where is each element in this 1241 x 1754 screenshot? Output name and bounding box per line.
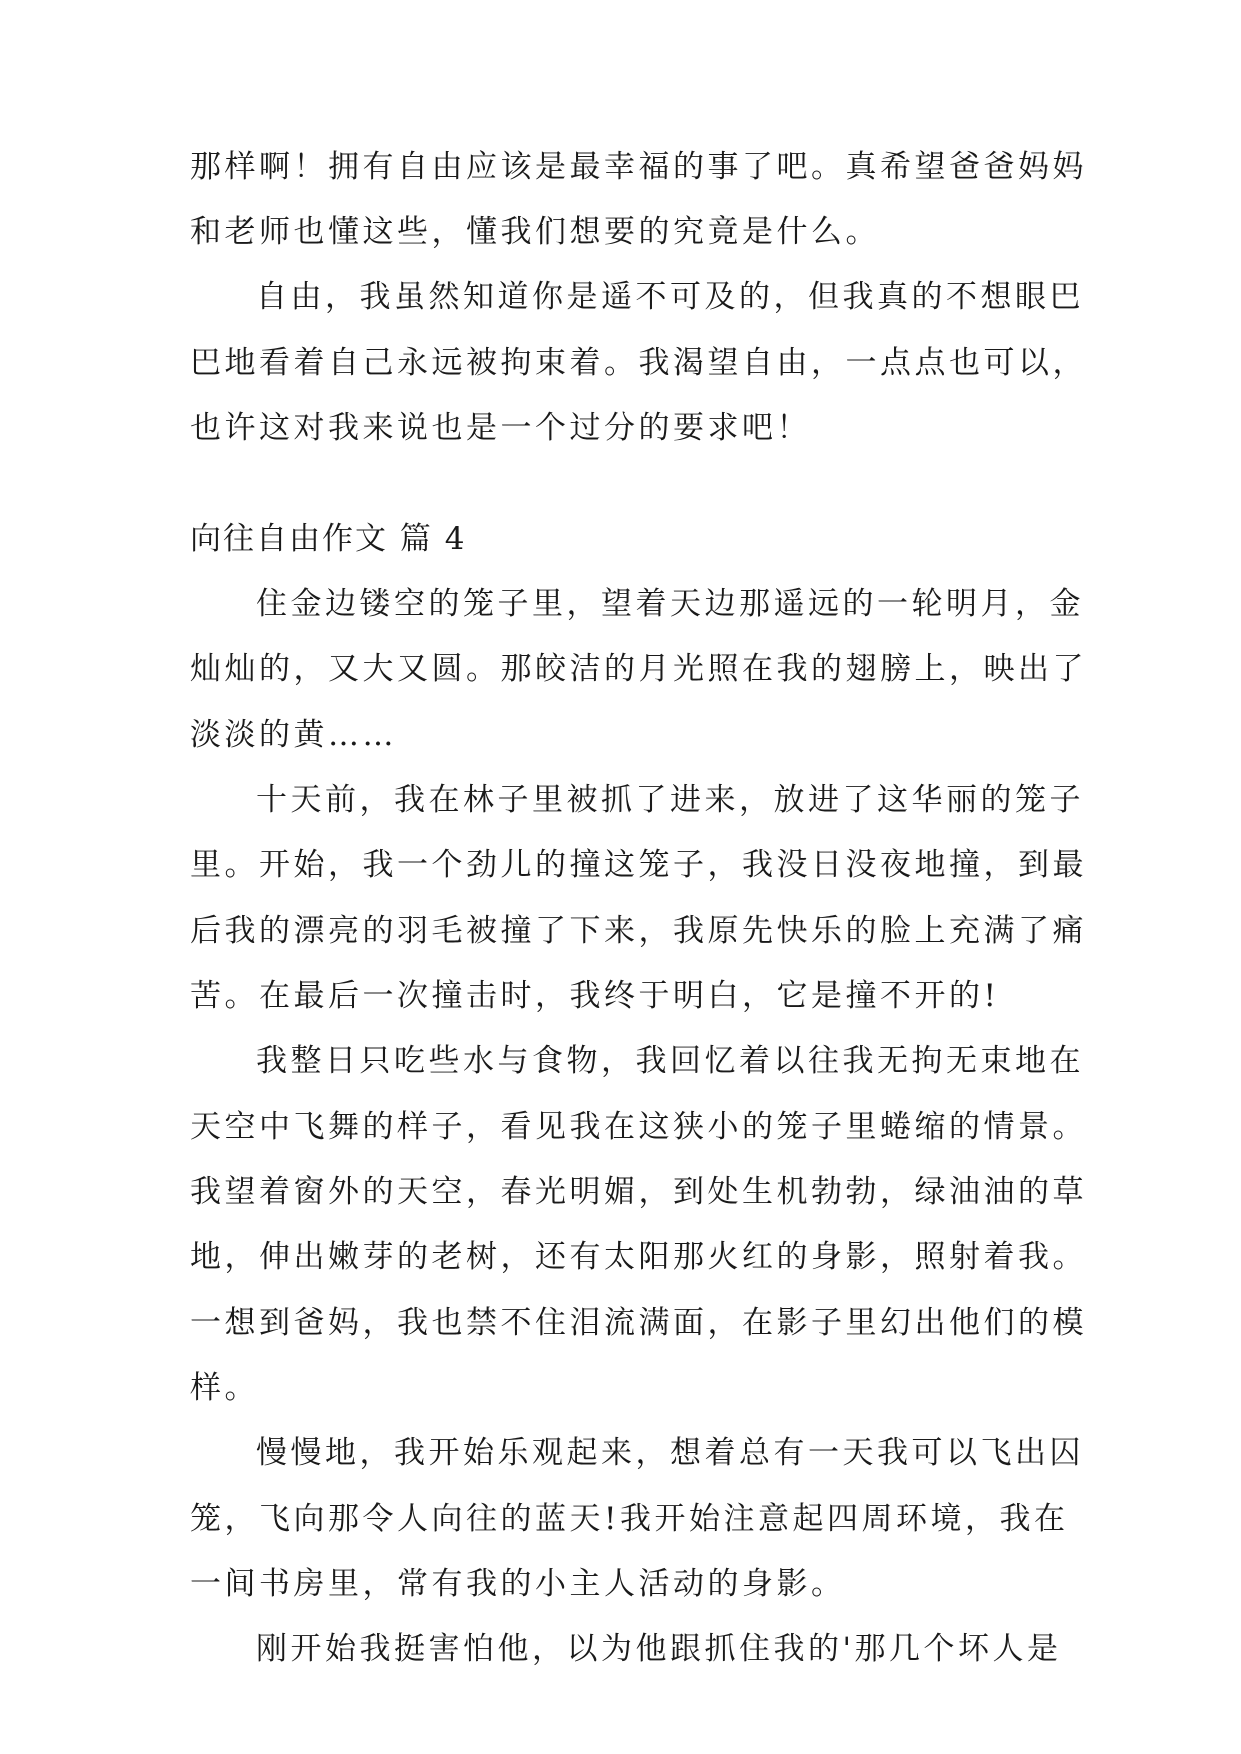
paragraph-line: 自由，我虽然知道你是遥不可及的，但我真的不想眼巴 bbox=[256, 279, 1084, 315]
paragraph-line: 灿灿的，又大又圆。那皎洁的月光照在我的翅膀上，映出了 bbox=[190, 651, 1087, 687]
paragraph-line: 天空中飞舞的样子，看见我在这狭小的笼子里蜷缩的情景。 bbox=[190, 1109, 1087, 1145]
paragraph-line: 和老师也懂这些，懂我们想要的究竟是什么。 bbox=[190, 214, 880, 250]
paragraph-line: 淡淡的黄…… bbox=[190, 717, 397, 753]
paragraph-line: 地，伸出嫩芽的老树，还有太阳那火红的身影，照射着我。 bbox=[190, 1239, 1087, 1275]
paragraph-line: 我整日只吃些水与食物，我回忆着以往我无拘无束地在 bbox=[256, 1043, 1084, 1079]
paragraph-line: 巴地看着自己永远被拘束着。我渴望自由，一点点也可以， bbox=[190, 345, 1087, 381]
paragraph-line: 我望着窗外的天空，春光明媚，到处生机勃勃，绿油油的草 bbox=[190, 1174, 1087, 1210]
section-title: 向往自由作文 篇 4 bbox=[190, 521, 467, 557]
paragraph-line: 笼，飞向那令人向往的蓝天!我开始注意起四周环境，我在 bbox=[190, 1501, 1069, 1537]
paragraph-line: 一想到爸妈，我也禁不住泪流满面，在影子里幻出他们的模 bbox=[190, 1305, 1087, 1341]
paragraph-line: 那样啊！拥有自由应该是最幸福的事了吧。真希望爸爸妈妈 bbox=[190, 149, 1087, 185]
paragraph-line: 十天前，我在林子里被抓了进来，放进了这华丽的笼子 bbox=[256, 782, 1084, 818]
paragraph-line: 慢慢地，我开始乐观起来，想着总有一天我可以飞出囚 bbox=[256, 1435, 1084, 1471]
paragraph-line: 一间书房里，常有我的小主人活动的身影。 bbox=[190, 1566, 846, 1602]
paragraph-line: 后我的漂亮的羽毛被撞了下来，我原先快乐的脸上充满了痛 bbox=[190, 913, 1087, 949]
paragraph-line: 也许这对我来说也是一个过分的要求吧！ bbox=[190, 410, 811, 446]
paragraph-line: 里。开始，我一个劲儿的撞这笼子，我没日没夜地撞，到最 bbox=[190, 847, 1087, 883]
paragraph-line: 住金边镂空的笼子里，望着天边那遥远的一轮明月，金 bbox=[256, 586, 1084, 622]
paragraph-line: 样。 bbox=[190, 1370, 259, 1406]
paragraph-line: 苦。在最后一次撞击时，我终于明白，它是撞不开的! bbox=[190, 978, 1000, 1014]
paragraph-line: 刚开始我挺害怕他，以为他跟抓住我的'那几个坏人是 bbox=[256, 1631, 1062, 1667]
